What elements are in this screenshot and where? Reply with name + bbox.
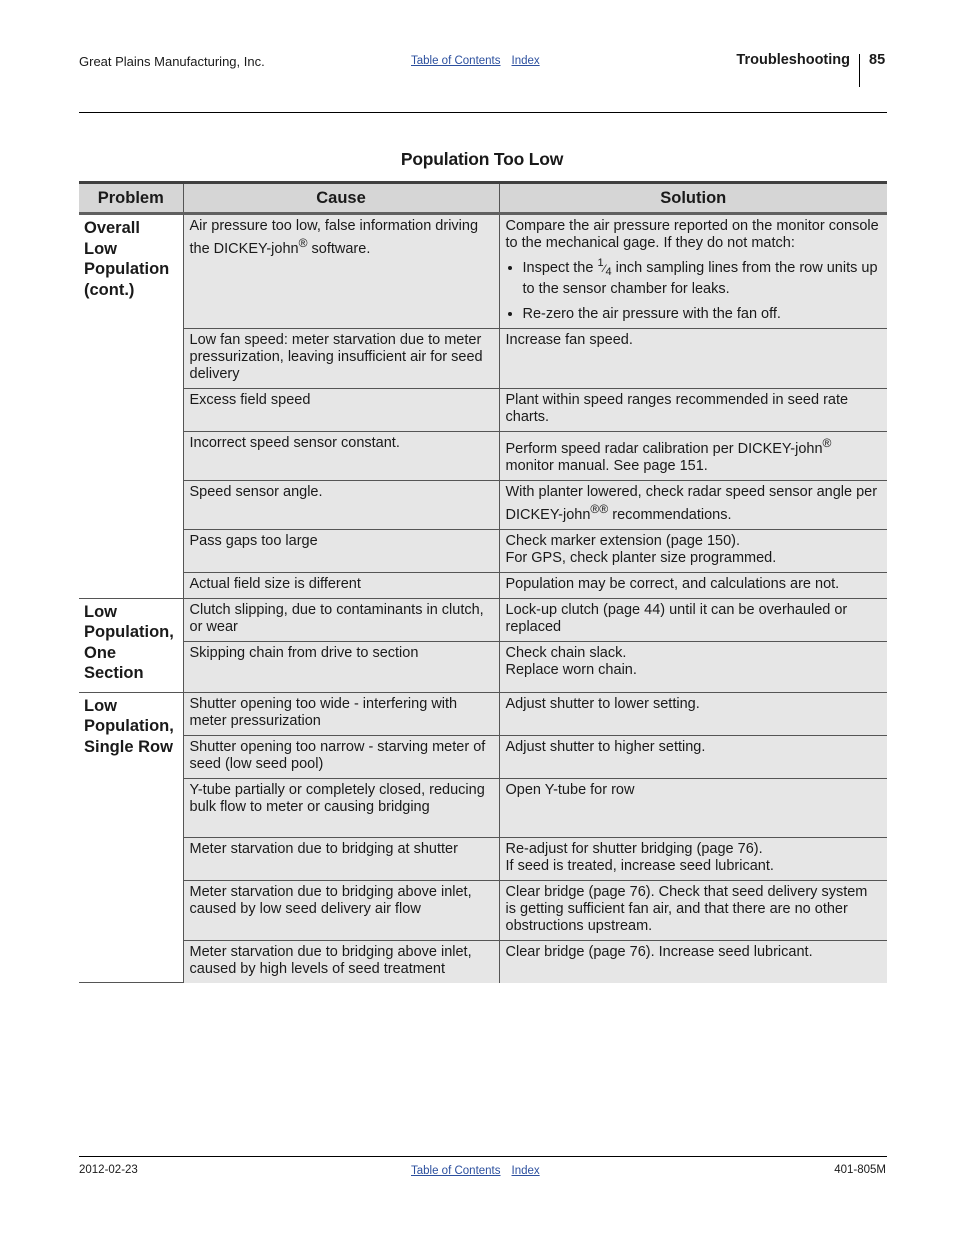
cause-cell: Excess field speed	[183, 389, 499, 432]
toc-link[interactable]: Table of Contents	[411, 55, 501, 67]
problem-low-population-single-row: Low Population, Single Row	[79, 692, 183, 983]
header-solution: Solution	[499, 183, 887, 214]
cause-cell: Meter starvation due to bridging above inlet, caused by high levels of seed treatment	[183, 940, 499, 983]
solution-cell: Perform speed radar calibration per DICKEY-john® monitor manual. See page 151.	[499, 432, 887, 481]
table-row	[79, 692, 887, 735]
cause-cell: Pass gaps too large	[183, 529, 499, 572]
footer-date: 2012-02-23	[79, 1164, 138, 1176]
cause-cell: Y-tube partially or completely closed, reducing bulk flow to meter or causing bridging	[183, 778, 499, 837]
solution-cell: With planter lowered, check radar speed sensor angle per DICKEY-john®® recommendations.	[499, 480, 887, 529]
cause-cell: Shutter opening too wide - interfering with meter pressurization	[183, 692, 499, 735]
table-row	[79, 778, 887, 837]
cause-cell: Low fan speed: meter starvation due to meter pressurization, leaving insufficient air for seed delivery	[183, 329, 499, 389]
solution-cell: Adjust shutter to lower setting.	[499, 692, 887, 735]
table-row	[79, 480, 887, 529]
table-row	[79, 214, 887, 329]
header-nav	[411, 55, 551, 67]
document-number: 401-805M	[834, 1164, 886, 1176]
header-rule	[79, 112, 887, 113]
index-link[interactable]: Index	[511, 55, 540, 67]
cause-cell: Actual field size is different	[183, 572, 499, 598]
table-row	[79, 940, 887, 983]
solution-cell: Plant within speed ranges recommended in seed rate charts.	[499, 389, 887, 432]
cause-cell: Shutter opening too narrow - starving meter of seed (low seed pool)	[183, 735, 499, 778]
problem-low-population-one-section: Low Population, One Section	[79, 598, 183, 692]
table-row	[79, 389, 887, 432]
table-row	[79, 572, 887, 598]
solution-cell: Adjust shutter to higher setting.	[499, 735, 887, 778]
table-header-row	[79, 183, 887, 214]
solution-cell: Increase fan speed.	[499, 329, 887, 389]
section-title: Troubleshooting	[736, 52, 850, 68]
header-problem: Problem	[79, 183, 183, 214]
solution-cell: Population may be correct, and calculations are not.	[499, 572, 887, 598]
table-row	[79, 529, 887, 572]
company-name: Great Plains Manufacturing, Inc.	[79, 54, 265, 69]
list-item: • Re-zero the air pressure with the fan off.	[523, 306, 882, 323]
cause-cell: Skipping chain from drive to section	[183, 641, 499, 692]
footer-nav	[411, 1165, 551, 1177]
cause-cell: Meter starvation due to bridging above inlet, caused by low seed delivery air flow	[183, 880, 499, 940]
cause-cell: Incorrect speed sensor constant.	[183, 432, 499, 481]
table-row	[79, 598, 887, 641]
cause-cell: Air pressure too low, false information driving the DICKEY-john® software.	[183, 214, 499, 329]
table-row	[79, 735, 887, 778]
toc-link[interactable]: Table of Contents	[411, 1165, 501, 1177]
cause-cell: Speed sensor angle.	[183, 480, 499, 529]
page-number: 85	[869, 52, 886, 68]
solution-cell: Lock-up clutch (page 44) until it can be overhauled or replaced	[499, 598, 887, 641]
cause-cell: Meter starvation due to bridging at shutter	[183, 837, 499, 880]
index-link[interactable]: Index	[511, 1165, 540, 1177]
table-row	[79, 432, 887, 481]
table-row	[79, 329, 887, 389]
solution-intro: Compare the air pressure reported on the monitor console to the mechanical gage. If they do not match:	[505, 218, 879, 251]
header-cause: Cause	[183, 183, 499, 214]
solution-cell	[499, 214, 887, 329]
problem-overall-low-population: Overall Low Population (cont.)	[79, 214, 183, 599]
header-divider	[859, 54, 860, 87]
solution-cell: Open Y-tube for row	[499, 778, 887, 837]
table-row	[79, 837, 887, 880]
table-row	[79, 880, 887, 940]
solution-cell: Re-adjust for shutter bridging (page 76). If seed is treated, increase seed lubricant.	[499, 837, 887, 880]
solution-cell: Check marker extension (page 150). For GPS, check planter size programmed.	[499, 529, 887, 572]
solution-cell: Clear bridge (page 76). Check that seed delivery system is getting sufficient fan air, and that there are no other obstructions upstream.	[499, 880, 887, 940]
solution-cell: Check chain slack. Replace worn chain.	[499, 641, 887, 692]
list-item: • Inspect the 1⁄4 inch sampling lines from the row units up to the sensor chamber for leaks.	[523, 255, 882, 298]
table-row	[79, 641, 887, 692]
troubleshooting-table	[79, 181, 887, 983]
fraction: 1⁄4	[597, 257, 612, 278]
solution-cell: Clear bridge (page 76). Increase seed lubricant.	[499, 940, 887, 983]
table-title: Population Too Low	[400, 149, 564, 169]
cause-cell: Clutch slipping, due to contaminants in clutch, or wear	[183, 598, 499, 641]
bullet-list	[506, 255, 882, 323]
footer-rule	[79, 1156, 887, 1157]
